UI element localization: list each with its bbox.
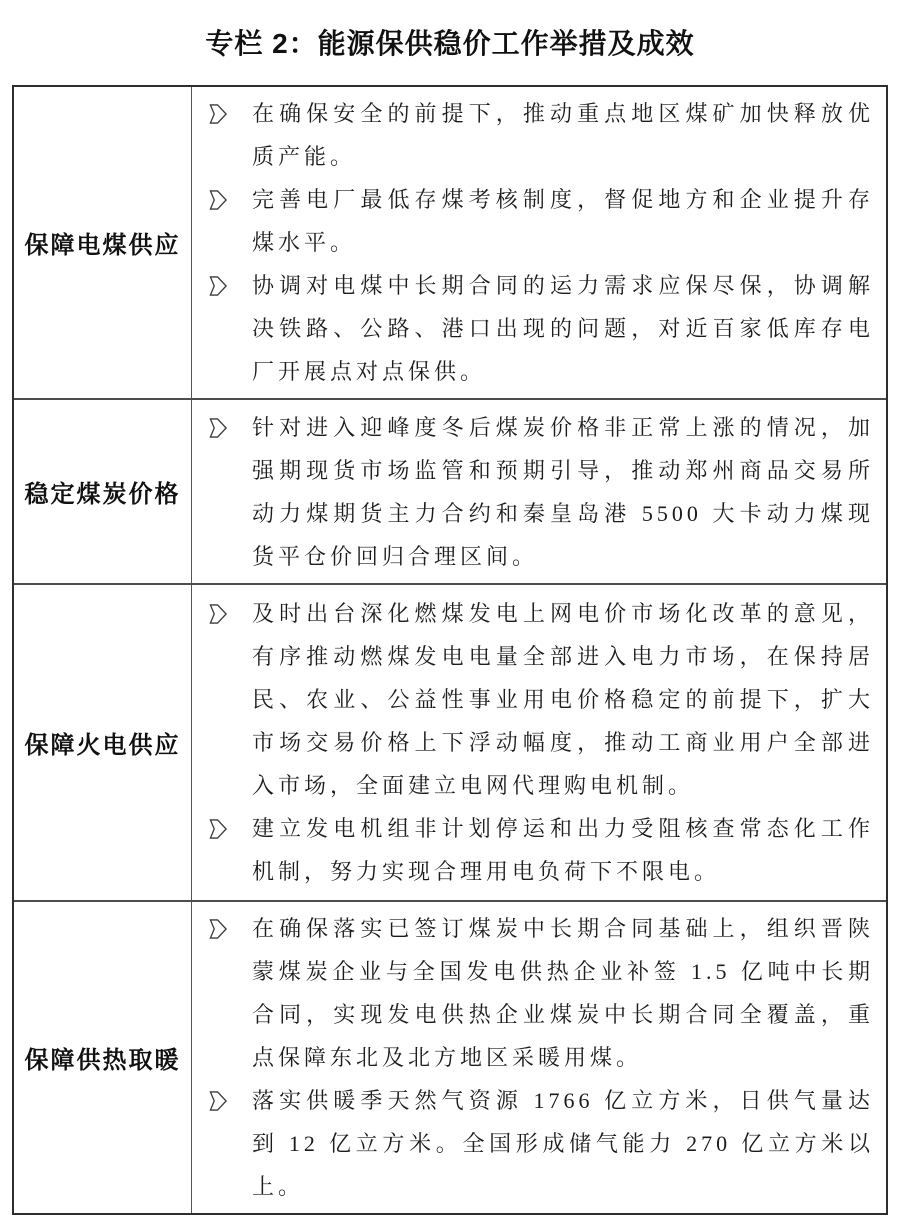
list-item-text: 落实供暖季天然气资源 1766 亿立方米，日供气量达到 12 亿立方米。全国形成储气能力 270 亿立方米以上。 <box>252 1088 874 1199</box>
list-item-text: 协调对电煤中长期合同的运力需求应保尽保，协调解决铁路、公路、港口出现的问题，对近百家低库存电厂开展点对点保供。 <box>252 273 874 384</box>
row-label: 保障电煤供应 <box>14 87 192 398</box>
list-item <box>208 807 874 893</box>
right-arrow-outline-icon <box>208 92 252 125</box>
list-item-text: 完善电厂最低存煤考核制度，督促地方和企业提升存煤水平。 <box>252 187 874 255</box>
row-label: 保障火电供应 <box>14 585 192 900</box>
list-item <box>208 592 874 807</box>
row-label: 稳定煤炭价格 <box>14 400 192 583</box>
row-content <box>192 400 886 583</box>
row-content <box>192 87 886 398</box>
list-item-text: 在确保落实已签订煤炭中长期合同基础上，组织晋陕蒙煤炭企业与全国发电供热企业补签 1.5 亿吨中长期合同，实现发电供热企业煤炭中长期合同全覆盖，重点保障东北及北方地区采暖用煤。 <box>252 916 874 1070</box>
measures-table <box>12 85 888 1215</box>
list-item <box>208 406 874 578</box>
row-content <box>192 585 886 900</box>
table-row <box>14 87 886 398</box>
right-arrow-outline-icon <box>208 178 252 211</box>
right-arrow-outline-icon <box>208 1079 252 1112</box>
list-item-text: 针对进入迎峰度冬后煤炭价格非正常上涨的情况，加强期现货市场监管和预期引导，推动郑州商品交易所动力煤期货主力合约和秦皇岛港 5500 大卡动力煤现货平仓价回归合理区间。 <box>252 414 874 569</box>
table-row <box>14 398 886 583</box>
row-label: 保障供热取暖 <box>14 902 192 1213</box>
table-row <box>14 583 886 900</box>
page-title: 专栏 2：能源保供稳价工作举措及成效 <box>205 28 695 59</box>
list-item-text: 及时出台深化燃煤发电上网电价市场化改革的意见，有序推动燃煤发电电量全部进入电力市场，在保持居民、农业、公益性事业用电价格稳定的前提下，扩大市场交易价格上下浮动幅度，推动工商业用户全部进入市场，全面建立电网代理购电机制。 <box>252 601 874 798</box>
right-arrow-outline-icon <box>208 907 252 940</box>
right-arrow-outline-icon <box>208 264 252 297</box>
list-item-text: 在确保安全的前提下，推动重点地区煤矿加快释放优质产能。 <box>252 101 874 169</box>
row-content <box>192 902 886 1213</box>
right-arrow-outline-icon <box>208 406 252 439</box>
table-row <box>14 900 886 1213</box>
list-item <box>208 1079 874 1208</box>
list-item-text: 建立发电机组非计划停运和出力受阻核查常态化工作机制，努力实现合理用电负荷下不限电。 <box>252 816 874 884</box>
right-arrow-outline-icon <box>208 807 252 840</box>
list-item <box>208 178 874 264</box>
right-arrow-outline-icon <box>208 592 252 625</box>
list-item <box>208 92 874 178</box>
list-item <box>208 907 874 1079</box>
list-item <box>208 264 874 393</box>
